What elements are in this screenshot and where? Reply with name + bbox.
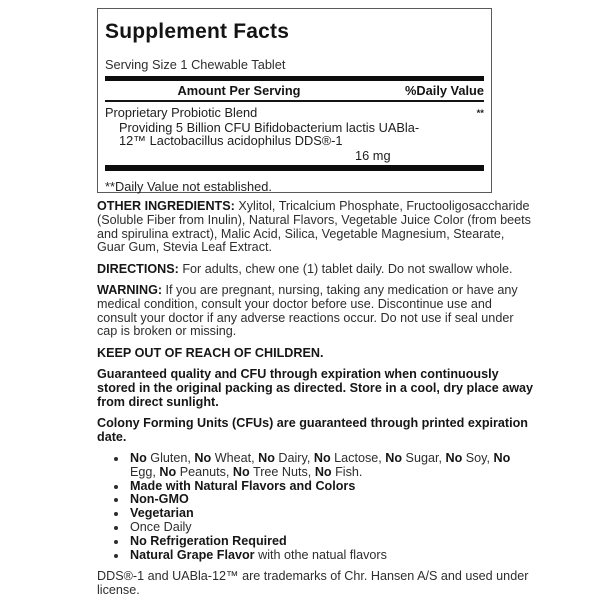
directions-paragraph: [97, 263, 533, 277]
list-item-bold-text: No: [385, 450, 403, 465]
feature-list: [97, 452, 533, 562]
list-item: [128, 507, 533, 521]
directions-label: DIRECTIONS:: [97, 261, 179, 276]
daily-value-header: %Daily Value: [405, 83, 484, 98]
blend-row: [105, 106, 484, 121]
blend-detail-line-2: 12™ Lactobacillus acidophilus DDS®-1: [119, 133, 343, 148]
directions-text: For adults, chew one (1) tablet daily. Do not swallow whole.: [178, 261, 513, 276]
list-item-bold-text: No: [313, 450, 331, 465]
list-item-bold-text: No: [314, 464, 332, 479]
list-item-text: Dairy,: [274, 450, 314, 465]
list-item-text: Soy,: [462, 450, 494, 465]
blend-name: Proprietary Probiotic Blend: [105, 105, 258, 120]
thick-divider-bottom: [105, 165, 484, 171]
panel-title: Supplement Facts: [105, 20, 290, 43]
list-item-text: Wheat,: [211, 450, 259, 465]
blend-detail-line-1: Providing 5 Billion CFU Bifidobacterium lactis UABla-: [119, 119, 420, 135]
amount-per-serving-header: Amount Per Serving: [177, 83, 301, 98]
list-item-text: Peanuts,: [176, 464, 233, 479]
list-item-bold-text: Natural Grape Flavor: [130, 547, 255, 562]
list-item: [128, 549, 533, 563]
list-item-text: Gluten,: [146, 450, 195, 465]
other-ingredients-text: Xylitol, Tricalcium Phosphate, Fructooligosaccharide (Soluble Fiber from Inulin), Natural Flavors, Vegetable Juice Color (from beets and spirulina extract), Malic Acid, Silica, Vegetable Magnesium, Stearate, Guar Gum, Stevia Leaf Extract.: [97, 199, 531, 255]
other-ingredients-paragraph: [97, 200, 533, 255]
column-header-row: [105, 81, 484, 102]
list-item: [128, 493, 533, 507]
label-body: [97, 200, 533, 605]
list-item-text: with othe natual flavors: [254, 547, 387, 562]
list-item-bold-text: No: [130, 450, 147, 465]
guarantee-statement: Guaranteed quality and CFU through expiration when continuously stored in the original packing as directed. Store in a cool, dry place away from direct sunlight.: [97, 366, 534, 409]
warning-paragraph: [97, 284, 533, 339]
list-item-bold-text: No: [232, 464, 250, 479]
list-item-text: Once Daily: [130, 519, 192, 534]
list-item-bold-text: Non-GMO: [130, 492, 189, 507]
list-item: [128, 480, 533, 494]
list-item-bold-text: No Refrigeration Required: [130, 533, 287, 548]
warning-text: If you are pregnant, nursing, taking any medication or have any medical condition, consult your doctor before use. Discontinue use and consult your doctor if any adverse reactions occur. Do not use if seal under cap is broken or missing.: [97, 282, 518, 339]
list-item-bold-text: No: [194, 450, 212, 465]
list-item: [128, 521, 533, 535]
keep-out-statement: KEEP OUT OF REACH OF CHILDREN.: [97, 345, 324, 360]
list-item: [128, 452, 533, 480]
supplement-facts-panel: [97, 8, 492, 193]
cfu-statement: Colony Forming Units (CFUs) are guaranteed through printed expiration date.: [97, 415, 529, 444]
serving-size: Serving Size 1 Chewable Tablet: [105, 57, 286, 72]
list-item: [128, 535, 533, 549]
daily-value-footnote: **Daily Value not established.: [105, 179, 272, 194]
blend-amount: 16 mg: [355, 147, 391, 163]
list-item-text: Egg,: [130, 464, 160, 479]
list-item-bold-text: No: [493, 450, 511, 465]
list-item-bold-text: Vegetarian: [130, 506, 194, 521]
warning-label: WARNING:: [97, 282, 163, 297]
list-item-text: Sugar,: [402, 450, 446, 465]
list-item-bold-text: No: [445, 450, 463, 465]
list-item-text: Fish.: [331, 464, 363, 479]
daily-value-asterisks: **: [476, 108, 484, 119]
other-ingredients-label: OTHER INGREDIENTS:: [97, 199, 235, 213]
list-item-bold-text: No: [258, 450, 275, 465]
list-item-text: Lactose,: [330, 450, 386, 465]
list-item-bold-text: No: [159, 464, 177, 479]
list-item-bold-text: Made with Natural Flavors and Colors: [130, 478, 356, 493]
trademark-note: DDS®-1 and UABla-12™ are trademarks of Chr. Hansen A/S and used under license.: [97, 568, 529, 597]
list-item-text: Tree Nuts,: [249, 464, 315, 479]
